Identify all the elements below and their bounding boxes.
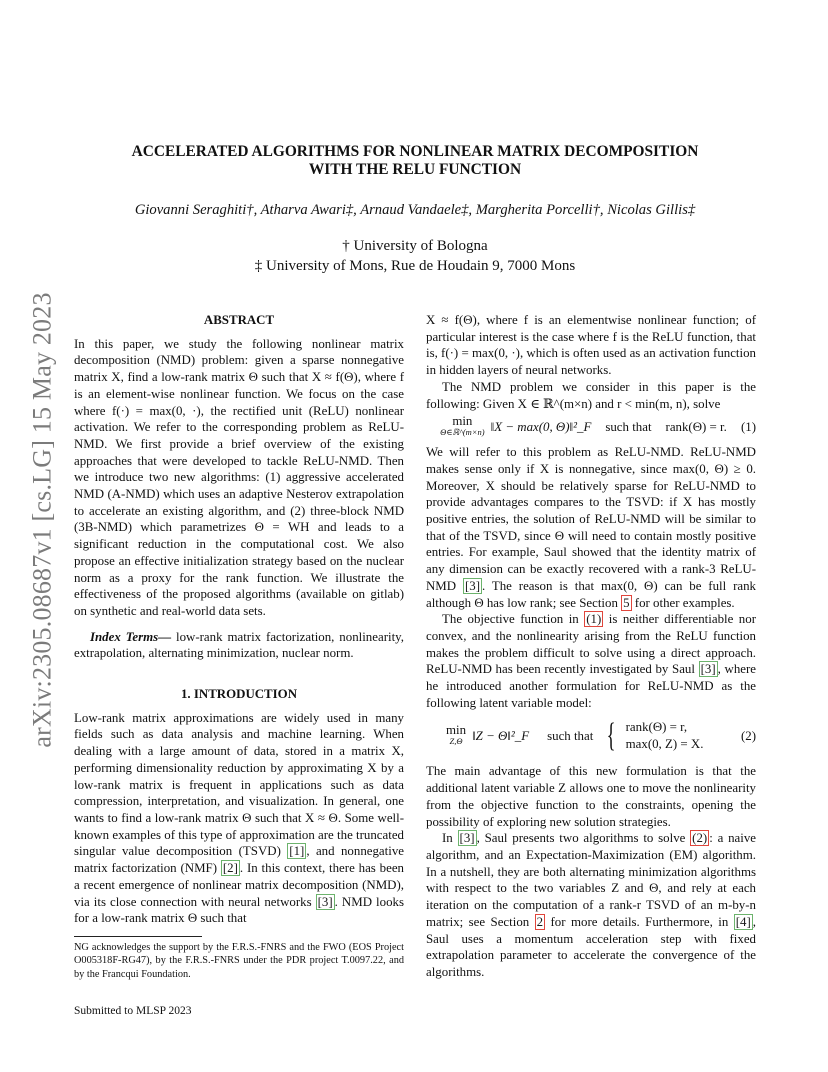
abstract-heading: ABSTRACT [203,313,275,327]
section-2-link[interactable]: 2 [536,914,544,929]
equation-1-link[interactable]: (1) [586,612,602,627]
eq2-min-operator: min Z,Θ [446,723,467,747]
eq2-left-brace: { [606,717,616,755]
left-column [74,312,404,927]
eq1-such-that: such that [605,419,652,434]
citation-link-3d[interactable]: [3] [459,831,475,846]
eq1-number: (1) [740,419,756,434]
saul-algorithms-paragraph: In [3] , Saul presents two algorithms to solve (2) : a naive algorithm, and an Expectation-Maximization (EM) algorithm. In a nutshell, they are both alternating minimization algorithms with respect to the two variables Z and Θ, and rely at each iteration on the computation of a rank-r TSVD of an m-by-n matrix; see Section 2 for more details. Furthermore, in [4] , Saul uses a momentum acceleration step with fixed extrapolation parameter to accelerate the convergence of the algorithms. [426,831,756,979]
equation-1 [426,416,756,438]
relu-nmd-paragraph: We will refer to this problem as ReLU-NMD. ReLU-NMD makes sense only if X is nonnegative, since max(0, Θ) ≥ 0. Moreover, X should be relatively sparse for ReLU-NMD to provide advantages compares to the TSVD: if X has mostly positive entries, the solution of ReLU-NMD will be similar to that of the TSVD, since Θ will need to contain mostly positive entries. For example, Saul showed that the identity matrix of any dimension can be exactly recovered with a rank-3 ReLU-NMD [3] . The reason is that max(0, Θ) can be full rank although Θ has low rank; see Section 5 for other examples. [426,445,756,610]
paper-title [70,143,760,179]
citation-link-3b[interactable]: [3] [464,578,480,593]
eq1-constraint: rank(Θ) = r. [665,419,727,434]
eq2-such-that: such that [547,729,594,744]
objective-paragraph: The objective function in (1) is neither differentiable nor convex, and the nonlinearity arising from the ReLU function makes the problem difficult to solve using a direct approach. ReLU-NMD has been recently investigated by Saul [3] , where he introduced another formulation for ReLU-NMD as the following latent variable model: [426,612,756,710]
citation-link-2[interactable]: [2] [222,861,238,876]
footnote-divider [74,936,202,937]
eq1-min-operator: min Θ∈ℝ^(m×n) [440,414,485,438]
eq1-objective: ‖X − max(0, Θ)‖²_F [490,419,592,434]
nmd-continuation: X ≈ f(Θ), where f is an elementwise nonlinear function; of particular interest is the case where f is the ReLU function, that is, f(·) = max(0, ·), which is often used as an activation function in hidden layers of neural networks. [426,313,756,378]
citation-link-3c[interactable]: [3] [700,662,716,677]
arxiv-stamp: arXiv:2305.08687v1 [cs.LG] 15 May 2023 [28,292,58,748]
title-line-2: WITH THE RELU FUNCTION [308,161,522,178]
advantage-paragraph: The main advantage of this new formulation is that the additional latent variable Z allows one to move the nonlinearity from the objective function to the constraints, opening the possibility of exploring new solution strategies. [426,764,756,829]
eq2-objective: ‖Z − Θ‖²_F [472,729,530,744]
equation-2 [426,719,756,753]
citation-link-4[interactable]: [4] [735,914,751,929]
abstract-text: In this paper, we study the following nonlinear matrix decomposition (NMD) problem: given a sparse nonnegative matrix X, find a low-rank matrix Θ such that X ≈ f(Θ), where f is an element-wise nonlinear function. We focus on the case where f(·) = max(0, ·), the rectified unit (ReLU) nonlinear activation. We refer to the corresponding problem as ReLU-NMD. We first provide a brief overview of the existing approaches that were developed to tackle ReLU-NMD. Then we introduce two new algorithms: (1) aggressive accelerated NMD (A-NMD) which uses an adaptive Nesterov extrapolation to accelerate an existing algorithm, and (2) three-block NMD (3B-NMD) which parametrizes Θ = WH and leads to a significant reduction in the computational cost. We also propose an effective initialization strategy based on the nuclear norm as a proxy for the rank function. We illustrate the effectiveness of the proposed algorithms (available on gitlab) on synthetic and real-world data sets. [74,336,404,618]
citation-link-3[interactable]: [3] [317,894,333,909]
index-terms [74,629,404,662]
equation-2-link[interactable]: (2) [692,831,708,846]
section-5-link[interactable]: 5 [623,595,630,610]
eq2-cases: rank(Θ) = r, max(0, Z) = X. [625,720,704,752]
citation-link-1[interactable]: [1] [289,844,305,859]
submission-note: Submitted to MLSP 2023 [74,1005,192,1017]
intro-heading: 1. INTRODUCTION [180,687,298,702]
footnote: NG acknowledges the support by the F.R.S.-FNRS and the FWO (EOS Project O005318F-RG47), by the F.R.S.-FNRS under the PDR project T.0097.22, and by the Francqui Foundation. [74,942,404,980]
author-list: Giovanni Seraghiti†, Atharva Awari‡, Arnaud Vandaele‡, Margherita Porcelli†, Nicolas Gillis‡ [134,202,696,218]
eq2-number: (2) [740,729,756,744]
affiliation-bologna: † University of Bologna [342,238,488,254]
index-terms-text: low-rank matrix factorization, nonlinearity, extrapolation, alternating minimization, nuclear norm. [74,629,404,661]
problem-statement: The NMD problem we consider in this paper is the following: Given X ∈ ℝ^(m×n) and r < min(m, n), solve [426,379,756,411]
title-line-1: ACCELERATED ALGORITHMS FOR NONLINEAR MATRIX DECOMPOSITION [131,143,699,160]
intro-paragraph: Low-rank matrix approximations are widely used in many fields such as data analysis and machine learning. When dealing with a large amount of data, stored in a matrix X, performing dimensionality reduction by approximating X by a low-rank matrix is frequent in applications such as data compression, interpretation, and visualization. In general, one wants to find a low-rank matrix Θ such that X ≈ Θ. Some well-known examples of this type of approximation are the truncated singular value decomposition (TSVD) [1] , and nonnegative matrix factorization (NMF) [2] . In this context, there has been a recent emergence of nonlinear matrix decomposition (NMD), via its close connection with neural networks [3] . NMD looks for a low-rank matrix Θ such that [74,710,404,926]
affiliation-mons: ‡ University of Mons, Rue de Houdain 9, 7000 Mons [254,258,576,274]
index-terms-label: Index Terms— [90,629,172,644]
right-column [426,312,756,981]
